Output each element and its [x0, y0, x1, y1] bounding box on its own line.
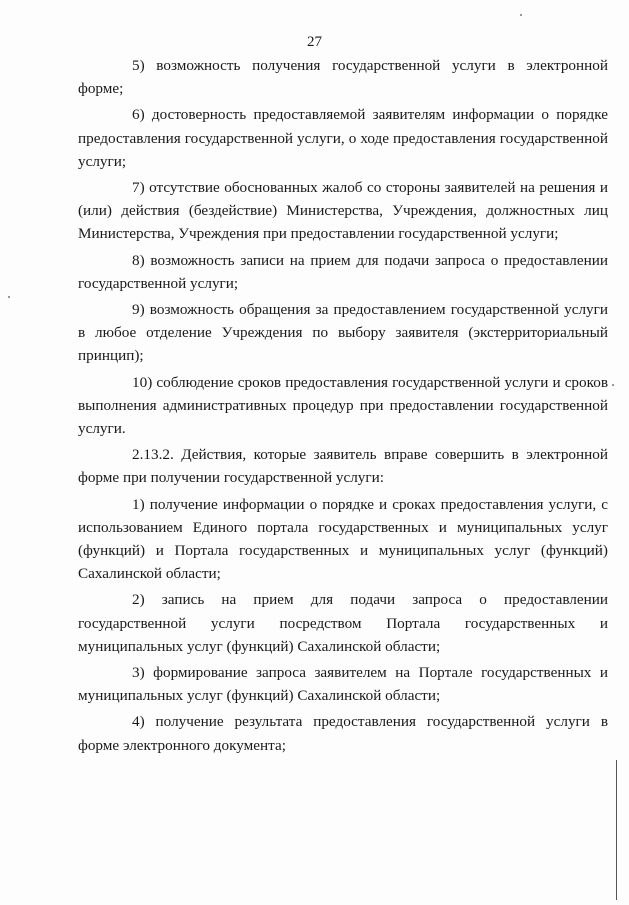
paragraph: 10) соблюдение сроков предоставления государственной услуги и сроков выполнения административных процедур при предоставлении государственной услуги. [78, 373, 608, 438]
paragraph: 3) формирование запроса заявителем на Портале государственных и муниципальных услуг (функций) Сахалинской области; [78, 664, 608, 705]
paragraph: 8) возможность записи на прием для подачи запроса о предоставлении государственной услуги; [78, 251, 608, 292]
paragraph: 9) возможность обращения за предоставлением государственной услуги в любое отделение Учреждения по выбору заявителя (экстерриториальный принцип); [78, 301, 608, 365]
paragraph: 7) отсутствие обоснованных жалоб со стороны заявителей на решения и (или) действия (бездействие) Министерства, Учреждения, должностных лиц Министерства, Учреждения при предоставлении государственной услуги; [78, 179, 608, 243]
page-number: 27 [307, 34, 322, 50]
scan-speck [520, 14, 522, 16]
paragraph: 6) достоверность предоставляемой заявителям информации о порядке предоставления государственной услуги, о ходе предоставления государственной услуги; [78, 106, 608, 170]
document-body [78, 54, 608, 760]
scan-edge-line [616, 760, 617, 900]
paragraph: 1) получение информации о порядке и сроках предоставления услуги, с использованием Единого портала государственных и муниципальных услуг (функций) и Портала государственных и муниципальных услуг (функций) Сахалинской области; [78, 495, 608, 583]
paragraph: 5) возможность получения государственной услуги в электронной форме; [78, 57, 608, 98]
scan-speck [612, 384, 614, 386]
paragraph: 2) запись на прием для подачи запроса о предоставлении государственной услуги посредством Портала государственных и муниципальных услуг (функций) Сахалинской области; [78, 591, 608, 655]
scan-speck [8, 296, 10, 298]
paragraph: 4) получение результата предоставления государственной услуги в форме электронного документа; [78, 713, 608, 754]
paragraph: 2.13.2. Действия, которые заявитель вправе совершить в электронной форме при получении государственной услуги: [78, 446, 608, 487]
